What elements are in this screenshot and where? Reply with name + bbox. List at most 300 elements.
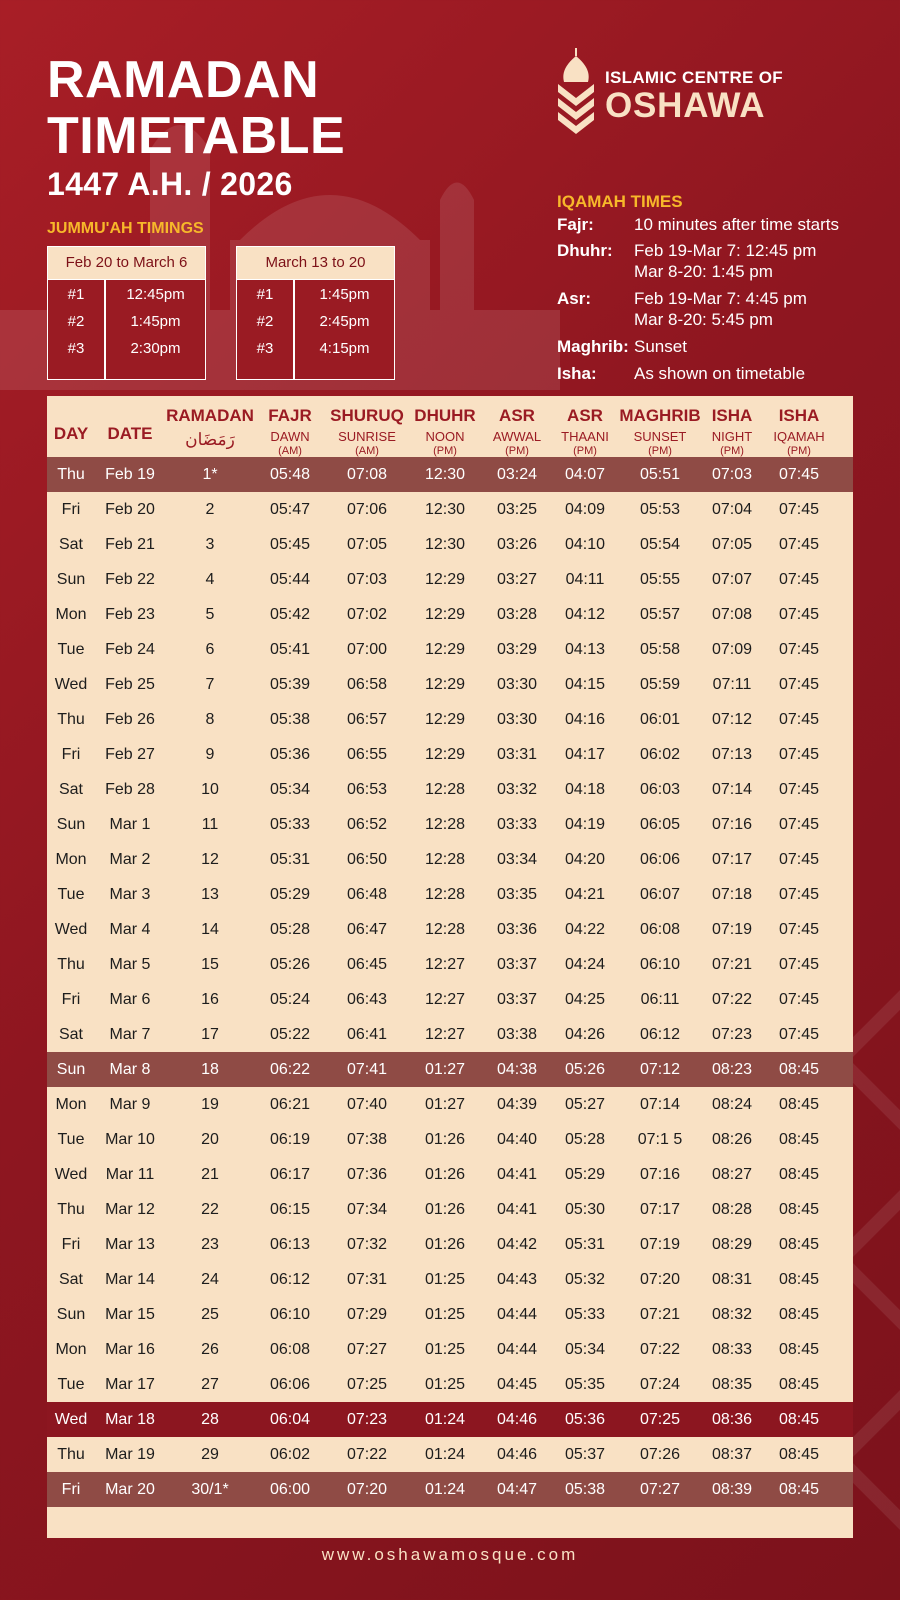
cell-ramadan: 9 [205,745,215,763]
table-row [47,1472,853,1507]
column-header-label: ISHA [778,406,820,425]
cell-fajr: 06:02 [269,1445,311,1463]
cell-isha: 07:22 [711,990,753,1008]
cell-asr-thaani: 04:26 [564,1025,606,1043]
cell-maghrib: 06:07 [639,885,681,903]
cell-shuruq: 07:29 [346,1305,388,1323]
cell-fajr: 06:04 [269,1410,311,1428]
cell-day: Wed [54,675,88,693]
cell-isha-iqamah: 07:45 [778,990,820,1008]
column-header-label: RAMADAN [166,406,254,425]
cell-dhuhr: 01:25 [424,1340,466,1358]
table-row [47,1402,853,1437]
table-row [47,667,853,702]
cell-ramadan: 10 [201,780,219,798]
cell-asr-awwal: 03:31 [496,745,538,763]
cell-asr-thaani: 04:13 [564,640,606,658]
iqamah-value: Mar 8-20: 5:45 pm [634,310,773,329]
column-header-sublabel: DAWN [270,429,310,444]
table-row [47,1157,853,1192]
cell-asr-awwal: 04:44 [496,1340,538,1358]
cell-fajr: 05:45 [269,535,311,553]
brand-name-main: OSHAWA [605,86,766,125]
column-header-label: ASR [567,406,603,425]
cell-asr-awwal: 03:35 [496,885,538,903]
cell-maghrib: 05:58 [639,640,681,658]
table-row [47,1087,853,1122]
cell-shuruq: 07:40 [346,1095,388,1113]
column-header-unit: (PM) [720,445,744,457]
column-header-label: MAGHRIB [619,406,701,425]
cell-shuruq: 07:34 [346,1200,388,1218]
cell-maghrib: 06:03 [639,780,681,798]
cell-dhuhr: 12:28 [424,780,466,798]
cell-isha-iqamah: 08:45 [778,1410,820,1428]
cell-asr-awwal: 04:44 [496,1305,538,1323]
cell-asr-awwal: 04:41 [496,1165,538,1183]
table-row [47,457,853,492]
cell-isha: 07:16 [711,815,753,833]
cell-shuruq: 07:08 [346,465,388,483]
cell-asr-awwal: 03:38 [496,1025,538,1043]
cell-maghrib: 05:59 [639,675,681,693]
table-row [47,1227,853,1262]
cell-dhuhr: 01:26 [424,1200,466,1218]
cell-ramadan: 7 [205,675,215,693]
page-subtitle: 1447 A.H. / 2026 [47,166,293,202]
column-header-unit: (PM) [573,445,597,457]
cell-asr-thaani: 04:18 [564,780,606,798]
cell-maghrib: 05:57 [639,605,681,623]
ramadan-timetable [47,396,853,1538]
cell-ramadan: 26 [201,1340,219,1358]
cell-fajr: 06:19 [269,1130,311,1148]
table-row [47,1367,853,1402]
cell-shuruq: 07:36 [346,1165,388,1183]
column-header-sublabel: SUNRISE [338,429,396,444]
cell-ramadan: 6 [205,640,215,658]
cell-date: Mar 18 [105,1410,155,1428]
cell-isha: 08:32 [711,1305,753,1323]
cell-date: Feb 19 [105,465,155,483]
iqamah-value: Sunset [634,337,687,356]
cell-maghrib: 07:25 [639,1410,681,1428]
cell-day: Tue [57,885,85,903]
cell-asr-thaani: 05:34 [564,1340,606,1358]
cell-day: Thu [57,1445,85,1463]
cell-asr-awwal: 03:24 [496,465,538,483]
cell-fajr: 05:48 [269,465,311,483]
jummah-num: #3 [256,340,274,357]
cell-day: Fri [61,500,81,518]
cell-shuruq: 07:22 [346,1445,388,1463]
cell-ramadan: 16 [201,990,219,1008]
cell-dhuhr: 12:29 [424,570,466,588]
page-title-line-2: TIMETABLE [47,107,346,165]
cell-isha-iqamah: 08:45 [778,1200,820,1218]
cell-dhuhr: 01:27 [424,1095,466,1113]
cell-fajr: 06:08 [269,1340,311,1358]
cell-ramadan: 11 [201,815,219,833]
cell-isha-iqamah: 08:45 [778,1340,820,1358]
table-row [47,877,853,912]
cell-day: Thu [57,1200,85,1218]
cell-maghrib: 07:20 [639,1270,681,1288]
cell-dhuhr: 01:26 [424,1165,466,1183]
cell-maghrib: 07:16 [639,1165,681,1183]
cell-fajr: 06:06 [269,1375,311,1393]
cell-fajr: 05:24 [269,990,311,1008]
cell-isha-iqamah: 07:45 [778,640,820,658]
cell-day: Tue [57,1130,85,1148]
cell-day: Sun [56,815,86,833]
cell-ramadan: 24 [201,1270,219,1288]
cell-shuruq: 07:38 [346,1130,388,1148]
cell-maghrib: 06:06 [639,850,681,868]
cell-ramadan: 4 [205,570,215,588]
cell-asr-thaani: 04:16 [564,710,606,728]
cell-isha-iqamah: 08:45 [778,1445,820,1463]
cell-ramadan: 28 [201,1410,219,1428]
cell-fajr: 05:36 [269,745,311,763]
cell-date: Mar 12 [105,1200,155,1218]
column-header-unit: (PM) [433,445,457,457]
cell-isha-iqamah: 07:45 [778,710,820,728]
cell-asr-thaani: 04:20 [564,850,606,868]
cell-asr-awwal: 03:36 [496,920,538,938]
cell-isha: 07:19 [711,920,753,938]
column-header-label: ASR [499,406,535,425]
cell-isha-iqamah: 08:45 [778,1375,820,1393]
cell-date: Feb 20 [105,500,155,518]
cell-isha: 08:37 [711,1445,753,1463]
jummah-num: #1 [256,286,274,303]
cell-fajr: 05:29 [269,885,311,903]
jummah-num: #2 [67,313,85,330]
cell-fajr: 06:10 [269,1305,311,1323]
cell-maghrib: 05:55 [639,570,681,588]
cell-fajr: 06:17 [269,1165,311,1183]
cell-asr-awwal: 03:30 [496,710,538,728]
table-row [47,772,853,807]
table-row [47,1052,853,1087]
cell-shuruq: 06:53 [346,780,388,798]
cell-dhuhr: 12:28 [424,885,466,903]
cell-dhuhr: 01:24 [424,1480,466,1498]
cell-asr-thaani: 04:11 [565,570,605,588]
cell-shuruq: 07:05 [346,535,388,553]
column-header-unit: (AM) [278,445,302,457]
cell-day: Mon [55,1340,87,1358]
table-row [47,1262,853,1297]
cell-maghrib: 06:10 [639,955,681,973]
cell-fajr: 05:39 [269,675,311,693]
cell-maghrib: 07:19 [639,1235,681,1253]
cell-isha-iqamah: 07:45 [778,955,820,973]
cell-fajr: 05:26 [269,955,311,973]
table-row [47,702,853,737]
cell-dhuhr: 12:28 [424,815,466,833]
cell-day: Sat [58,1025,83,1043]
cell-maghrib: 06:05 [639,815,681,833]
cell-dhuhr: 01:25 [424,1375,466,1393]
cell-fajr: 05:41 [269,640,311,658]
cell-asr-thaani: 04:22 [564,920,606,938]
cell-dhuhr: 01:26 [424,1235,466,1253]
cell-date: Mar 2 [109,850,151,868]
cell-dhuhr: 01:24 [424,1410,466,1428]
cell-date: Mar 9 [109,1095,151,1113]
column-header-label: SHURUQ [330,406,404,425]
cell-day: Mon [55,605,87,623]
cell-isha-iqamah: 08:45 [778,1480,820,1498]
cell-asr-thaani: 04:24 [564,955,606,973]
cell-isha-iqamah: 07:45 [778,745,820,763]
jummah-title: JUMMU'AH TIMINGS [47,220,204,237]
jummah-time: 12:45pm [126,286,185,303]
cell-isha: 07:04 [711,500,753,518]
cell-dhuhr: 01:26 [424,1130,466,1148]
cell-maghrib: 07:14 [639,1095,681,1113]
cell-maghrib: 05:51 [639,465,681,483]
cell-maghrib: 07:22 [639,1340,681,1358]
table-row [47,982,853,1017]
cell-date: Feb 27 [105,745,155,763]
mosque-chevron-logo-icon [556,48,596,134]
cell-asr-thaani: 05:38 [564,1480,606,1498]
cell-asr-awwal: 03:25 [496,500,538,518]
table-row [47,1437,853,1472]
cell-asr-thaani: 04:07 [564,465,606,483]
cell-date: Mar 14 [105,1270,155,1288]
cell-dhuhr: 12:30 [424,535,466,553]
cell-isha: 08:35 [711,1375,753,1393]
cell-day: Thu [57,710,85,728]
cell-asr-thaani: 05:36 [564,1410,606,1428]
jummah-box-2 [236,246,395,380]
cell-isha: 07:14 [711,780,753,798]
cell-day: Sun [56,570,86,588]
cell-asr-thaani: 05:37 [564,1445,606,1463]
cell-date: Feb 25 [105,675,155,693]
cell-isha: 07:03 [711,465,753,483]
table-row [47,1122,853,1157]
cell-asr-awwal: 03:37 [496,955,538,973]
cell-day: Tue [57,1375,85,1393]
cell-asr-awwal: 03:28 [496,605,538,623]
cell-isha: 08:36 [711,1410,753,1428]
cell-fajr: 06:15 [269,1200,311,1218]
cell-isha-iqamah: 07:45 [778,1025,820,1043]
cell-dhuhr: 12:27 [424,990,466,1008]
cell-asr-thaani: 05:35 [564,1375,606,1393]
cell-dhuhr: 12:29 [424,710,466,728]
cell-fajr: 06:22 [269,1060,311,1078]
cell-isha-iqamah: 07:45 [778,815,820,833]
cell-asr-awwal: 04:46 [496,1445,538,1463]
cell-shuruq: 06:45 [346,955,388,973]
cell-maghrib: 07:27 [639,1480,681,1498]
cell-ramadan: 17 [201,1025,219,1043]
cell-isha: 07:18 [711,885,753,903]
cell-ramadan: 21 [201,1165,219,1183]
cell-asr-thaani: 05:29 [564,1165,606,1183]
cell-dhuhr: 12:28 [424,850,466,868]
cell-ramadan: 14 [201,920,219,938]
cell-date: Feb 26 [105,710,155,728]
cell-shuruq: 07:23 [346,1410,388,1428]
iqamah-value: Feb 19-Mar 7: 4:45 pm [634,289,807,308]
cell-asr-awwal: 04:46 [496,1410,538,1428]
cell-fajr: 05:22 [269,1025,311,1043]
cell-shuruq: 07:25 [346,1375,388,1393]
cell-asr-awwal: 04:40 [496,1130,538,1148]
cell-asr-thaani: 04:25 [564,990,606,1008]
cell-shuruq: 06:47 [346,920,388,938]
cell-isha-iqamah: 08:45 [778,1270,820,1288]
cell-ramadan: 20 [201,1130,219,1148]
cell-asr-awwal: 04:43 [496,1270,538,1288]
column-header-unit: (PM) [648,445,672,457]
website-url[interactable]: www.oshawamosque.com [321,1545,579,1564]
cell-isha: 07:17 [711,850,753,868]
cell-maghrib: 05:53 [639,500,681,518]
cell-isha: 07:13 [711,745,753,763]
cell-asr-thaani: 04:19 [564,815,606,833]
cell-date: Mar 5 [109,955,151,973]
cell-isha-iqamah: 08:45 [778,1235,820,1253]
table-row [47,597,853,632]
cell-asr-thaani: 05:27 [564,1095,606,1113]
cell-date: Mar 17 [105,1375,155,1393]
cell-ramadan: 25 [201,1305,219,1323]
iqamah-value: Mar 8-20: 1:45 pm [634,262,773,281]
cell-dhuhr: 12:29 [424,745,466,763]
cell-asr-thaani: 05:30 [564,1200,606,1218]
cell-maghrib: 07:17 [639,1200,681,1218]
cell-asr-awwal: 03:27 [496,570,538,588]
cell-isha-iqamah: 07:45 [778,500,820,518]
iqamah-title: IQAMAH TIMES [557,192,683,211]
cell-asr-awwal: 04:41 [496,1200,538,1218]
cell-asr-thaani: 04:15 [564,675,606,693]
cell-ramadan: 30/1* [191,1480,229,1498]
column-header-label: DAY [53,424,89,443]
cell-shuruq: 06:48 [346,885,388,903]
column-header-sublabel: IQAMAH [773,429,825,444]
cell-isha: 07:08 [711,605,753,623]
cell-fajr: 05:34 [269,780,311,798]
cell-asr-thaani: 04:09 [564,500,606,518]
cell-dhuhr: 12:28 [424,920,466,938]
brand-name-top: ISLAMIC CENTRE OF [605,68,783,87]
cell-date: Mar 7 [109,1025,151,1043]
cell-fajr: 05:31 [269,850,311,868]
cell-shuruq: 07:20 [346,1480,388,1498]
jummah-box-range: Feb 20 to March 6 [48,247,205,280]
cell-date: Mar 20 [105,1480,155,1498]
cell-isha-iqamah: 07:45 [778,850,820,868]
cell-dhuhr: 12:30 [424,500,466,518]
cell-day: Wed [54,1410,88,1428]
column-header-unit: (PM) [787,445,811,457]
cell-dhuhr: 01:25 [424,1270,466,1288]
cell-asr-awwal: 04:45 [496,1375,538,1393]
cell-isha: 08:27 [711,1165,753,1183]
cell-day: Sun [56,1305,86,1323]
table-row [47,1297,853,1332]
cell-isha-iqamah: 07:45 [778,920,820,938]
cell-isha: 08:31 [711,1270,753,1288]
cell-isha: 08:39 [711,1480,753,1498]
page-title-line-1: RAMADAN [47,51,320,109]
cell-date: Mar 19 [105,1445,155,1463]
cell-maghrib: 06:12 [639,1025,681,1043]
iqamah-label-asr: Asr: [557,289,592,308]
cell-shuruq: 07:06 [346,500,388,518]
cell-dhuhr: 01:24 [424,1445,466,1463]
jummah-time: 1:45pm [130,313,181,330]
cell-date: Feb 24 [105,640,155,658]
jummah-num: #3 [67,340,85,357]
column-header-sublabel: NIGHT [711,429,753,444]
column-header-sublabel: THAANI [561,429,609,444]
cell-shuruq: 06:58 [346,675,388,693]
column-header-sublabel: NOON [425,429,465,444]
table-row [47,492,853,527]
cell-day: Fri [61,1480,81,1498]
jummah-time: 4:15pm [319,340,370,357]
cell-fajr: 06:21 [269,1095,311,1113]
cell-asr-awwal: 03:29 [496,640,538,658]
iqamah-value: 10 minutes after time starts [634,215,840,234]
cell-maghrib: 07:26 [639,1445,681,1463]
cell-asr-awwal: 03:26 [496,535,538,553]
jummah-num: #2 [256,313,274,330]
cell-dhuhr: 12:27 [424,955,466,973]
cell-date: Mar 16 [105,1340,155,1358]
cell-isha: 07:05 [711,535,753,553]
cell-maghrib: 05:54 [639,535,681,553]
cell-shuruq: 06:52 [346,815,388,833]
table-row [47,947,853,982]
cell-ramadan: 1* [202,465,218,483]
cell-asr-thaani: 05:28 [564,1130,606,1148]
cell-shuruq: 07:00 [346,640,388,658]
cell-isha-iqamah: 08:45 [778,1305,820,1323]
cell-dhuhr: 12:30 [424,465,466,483]
table-row [47,1017,853,1052]
cell-ramadan: 3 [205,535,215,553]
cell-date: Feb 23 [105,605,155,623]
cell-asr-thaani: 05:31 [564,1235,606,1253]
cell-isha-iqamah: 07:45 [778,570,820,588]
cell-day: Thu [57,465,85,483]
cell-isha: 08:26 [711,1130,753,1148]
cell-day: Fri [61,1235,81,1253]
cell-shuruq: 06:55 [346,745,388,763]
cell-ramadan: 8 [205,710,215,728]
iqamah-value: As shown on timetable [634,364,806,383]
cell-asr-awwal: 03:34 [496,850,538,868]
cell-date: Mar 6 [109,990,151,1008]
cell-fajr: 06:12 [269,1270,311,1288]
cell-maghrib: 07:21 [639,1305,681,1323]
cell-day: Fri [61,990,81,1008]
cell-shuruq: 06:43 [346,990,388,1008]
jummah-box-range: March 13 to 20 [237,247,394,280]
cell-maghrib: 07:1 5 [637,1130,683,1148]
